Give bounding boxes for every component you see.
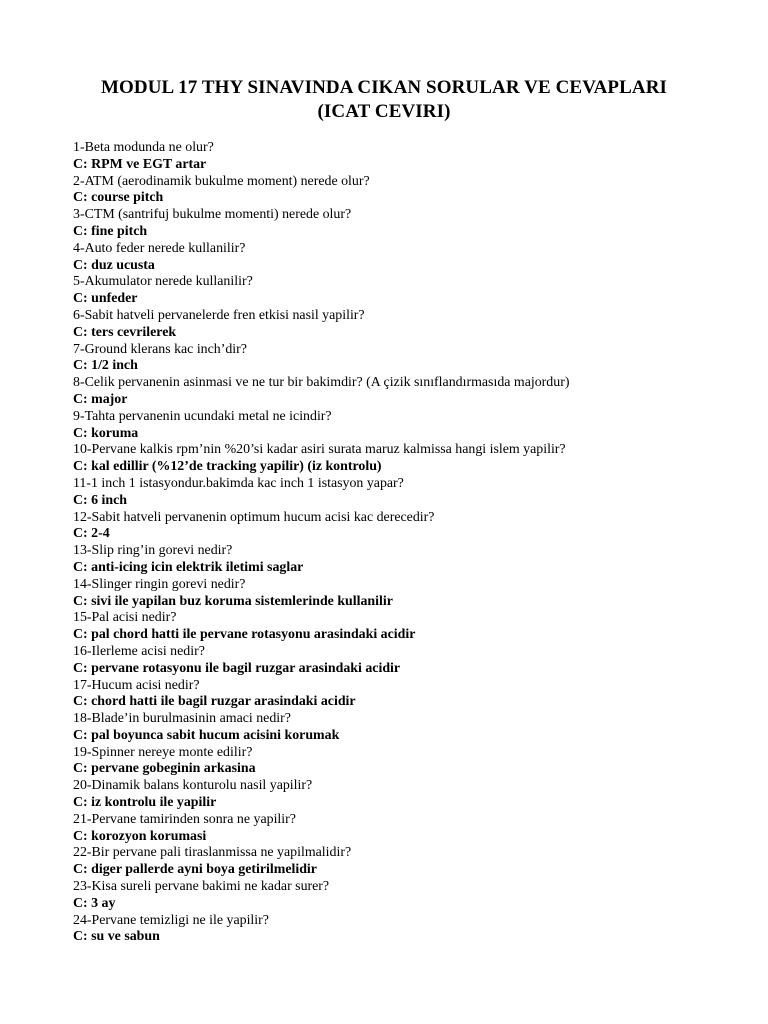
- question-answer-list: [73, 140, 753, 946]
- answer: C: course pitch: [73, 190, 164, 206]
- answer: C: major: [73, 391, 128, 407]
- answer: C: pervane rotasyonu ile bagil ruzgar arasindaki acidir: [73, 660, 401, 676]
- question: 12-Sabit hatveli pervanenin optimum hucum acisi kac derecedir?: [73, 509, 435, 525]
- answer: C: duz ucusta: [73, 257, 155, 273]
- question: 15-Pal acisi nedir?: [73, 610, 177, 626]
- question: 21-Pervane tamirinden sonra ne yapilir?: [73, 811, 296, 827]
- answer: C: anti-icing icin elektrik iletimi saglar: [73, 559, 304, 575]
- question: 9-Tahta pervanenin ucundaki metal ne icindir?: [73, 408, 332, 424]
- answer: C: chord hatti ile bagil ruzgar arasindaki acidir: [73, 694, 356, 710]
- answer: C: 1/2 inch: [73, 358, 138, 374]
- title-line-1: MODUL 17 THY SINAVINDA CIKAN SORULAR VE CEVAPLARI: [100, 77, 668, 98]
- answer: C: 3 ay: [73, 895, 116, 911]
- answer: C: sivi ile yapilan buz koruma sistemlerinde kullanilir: [73, 593, 393, 609]
- answer: C: ters cevrilerek: [73, 324, 177, 340]
- question: 18-Blade’in burulmasinin amaci nedir?: [73, 711, 291, 727]
- question: 1-Beta modunda ne olur?: [73, 140, 214, 155]
- question: 24-Pervane temizligi ne ile yapilir?: [73, 912, 269, 928]
- answer: C: pal chord hatti ile pervane rotasyonu arasindaki acidir: [73, 627, 416, 643]
- question: 22-Bir pervane pali tiraslanmissa ne yapilmalidir?: [73, 845, 352, 861]
- answer: C: 2-4: [73, 526, 110, 542]
- question: 14-Slinger ringin gorevi nedir?: [73, 576, 246, 592]
- answer: C: RPM ve EGT artar: [73, 156, 207, 172]
- question: 2-ATM (aerodinamik bukulme moment) nerede olur?: [73, 173, 370, 189]
- answer: C: 6 inch: [73, 492, 128, 508]
- question: 6-Sabit hatveli pervanelerde fren etkisi nasil yapilir?: [73, 307, 365, 323]
- answer: C: unfeder: [73, 291, 138, 307]
- answer: C: su ve sabun: [73, 929, 160, 945]
- answer: C: diger pallerde ayni boya getirilmelidir: [73, 862, 317, 878]
- title-line-2: (ICAT CEVIRI): [317, 101, 451, 122]
- question: 10-Pervane kalkis rpm’nin %20’si kadar asiri surata maruz kalmissa hangi islem yapilir?: [73, 442, 566, 458]
- question: 7-Ground klerans kac inch’dir?: [73, 341, 247, 357]
- answer: C: koruma: [73, 425, 139, 441]
- question: 23-Kisa sureli pervane bakimi ne kadar surer?: [73, 879, 330, 895]
- question: 16-Ilerleme acisi nedir?: [73, 643, 205, 659]
- question: 5-Akumulator nerede kullanilir?: [73, 274, 253, 290]
- question: 11-1 inch 1 istasyondur.bakimda kac inch 1 istasyon yapar?: [73, 475, 404, 491]
- answer: C: fine pitch: [73, 223, 148, 239]
- question: 13-Slip ring’in gorevi nedir?: [73, 543, 233, 559]
- question: 8-Celik pervanenin asinmasi ve ne tur bir bakimdir? (A çizik sınıflandırmasıda majordur): [73, 375, 570, 391]
- answer: C: iz kontrolu ile yapilir: [73, 795, 217, 811]
- page-title: [40, 76, 728, 124]
- answer: C: pervane gobeginin arkasina: [73, 761, 256, 777]
- answer: C: pal boyunca sabit hucum acisini korumak: [73, 727, 340, 743]
- question: 4-Auto feder nerede kullanilir?: [73, 240, 246, 256]
- question: 19-Spinner nereye monte edilir?: [73, 744, 253, 760]
- question: 3-CTM (santrifuj bukulme momenti) nerede olur?: [73, 207, 352, 223]
- answer: C: kal edillir (%12’de tracking yapilir) (iz kontrolu): [73, 459, 382, 475]
- question: 17-Hucum acisi nedir?: [73, 677, 200, 693]
- question: 20-Dinamik balans konturolu nasil yapilir?: [73, 778, 313, 794]
- answer: C: korozyon korumasi: [73, 828, 207, 844]
